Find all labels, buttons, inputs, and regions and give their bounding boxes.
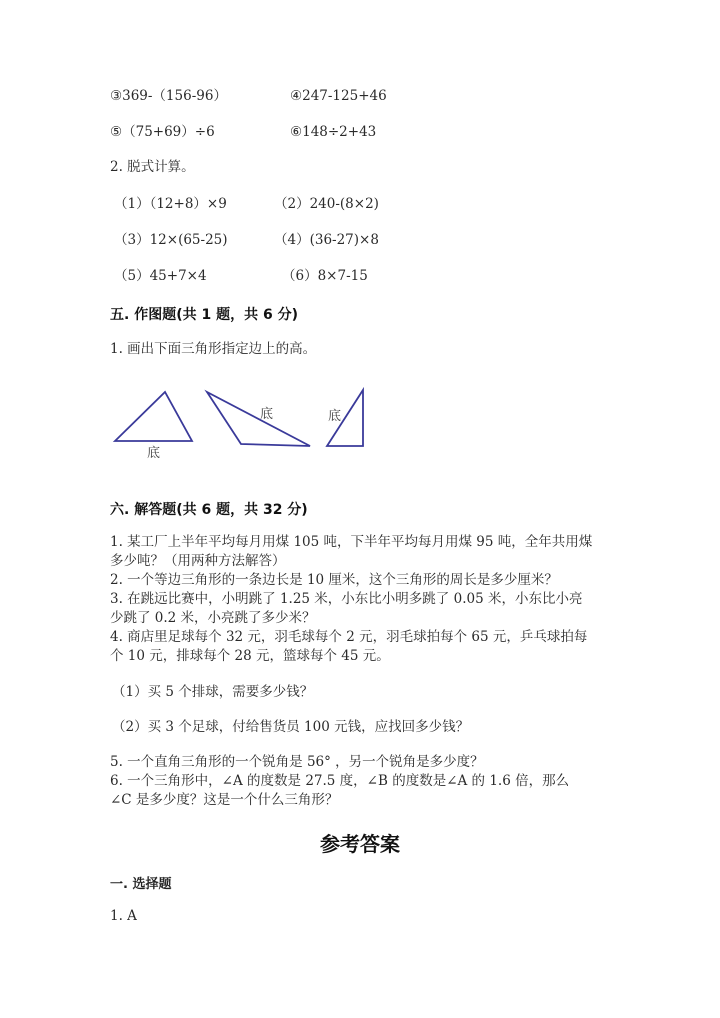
expr-3: ③369-（156-96） xyxy=(110,88,227,104)
triangle-2-base-label: 底 xyxy=(260,407,274,422)
expr-5: ⑤（75+69）÷6 xyxy=(110,124,215,140)
problem-line: 4. 商店里足球每个 32 元，羽毛球每个 2 元，羽毛球拍每个 65 元，乒乓球拍每 xyxy=(110,629,588,645)
calc-2: （2）240-(8×2) xyxy=(274,196,379,212)
section-5-heading: 五. 作图题(共 1 题，共 6 分) xyxy=(110,307,298,323)
sub-question-1: （1）买 5 个排球，需要多少钱？ xyxy=(112,684,314,700)
calc-5: （5）45+7×4 xyxy=(114,268,207,284)
calc-4: （4）(36-27)×8 xyxy=(274,232,379,248)
expr-6: ⑥148÷2+43 xyxy=(290,124,377,140)
calc-3: （3）12×(65-25) xyxy=(114,232,228,248)
problem-line: 少跳了 0.2 米，小亮跳了多少米？ xyxy=(110,610,316,626)
triangle-1-base-label: 底 xyxy=(147,446,161,461)
expr-4: ④247-125+46 xyxy=(290,88,387,104)
calc-6: （6）8×7-15 xyxy=(282,268,368,284)
question-2-title: 2. 脱式计算。 xyxy=(110,159,195,175)
answer-1: 1. A xyxy=(110,908,137,924)
section-5-question-1: 1. 画出下面三角形指定边上的高。 xyxy=(110,341,317,357)
problem-line: 多少吨？（用两种方法解答） xyxy=(110,553,286,569)
problem-line: 6. 一个三角形中，∠A 的度数是 27.5 度，∠B 的度数是∠A 的 1.6 倍，那么 xyxy=(110,773,570,789)
problem-line: 1. 某工厂上半年平均每月用煤 105 吨，下半年平均每月用煤 95 吨，全年共用煤 xyxy=(110,534,593,550)
triangle-3-base-label: 底 xyxy=(328,409,342,424)
triangle-1 xyxy=(115,392,192,461)
triangle-3 xyxy=(327,390,363,446)
problem-line: ∠C 是多少度？这是一个什么三角形？ xyxy=(110,792,339,808)
triangle-2 xyxy=(207,392,310,446)
problem-line: 个 10 元，排球每个 28 元，篮球每个 45 元。 xyxy=(110,648,390,664)
problem-line: 2. 一个等边三角形的一条边长是 10 厘米，这个三角形的周长是多少厘米？ xyxy=(110,572,558,588)
section-6-heading: 六. 解答题(共 6 题，共 32 分) xyxy=(110,502,308,518)
answers-title: 参考答案 xyxy=(320,832,400,856)
sub-question-2: （2）买 3 个足球，付给售货员 100 元钱，应找回多少钱？ xyxy=(112,719,470,735)
calc-1: （1）（12+8）×9 xyxy=(114,196,227,212)
problem-line: 3. 在跳远比赛中，小明跳了 1.25 米，小东比小明多跳了 0.05 米，小东比小亮 xyxy=(110,591,583,607)
triangles-figure xyxy=(100,380,400,470)
problem-line: 5. 一个直角三角形的一个锐角是 56° ，另一个锐角是多少度？ xyxy=(110,754,484,770)
answers-section-1: 一. 选择题 xyxy=(110,877,172,892)
